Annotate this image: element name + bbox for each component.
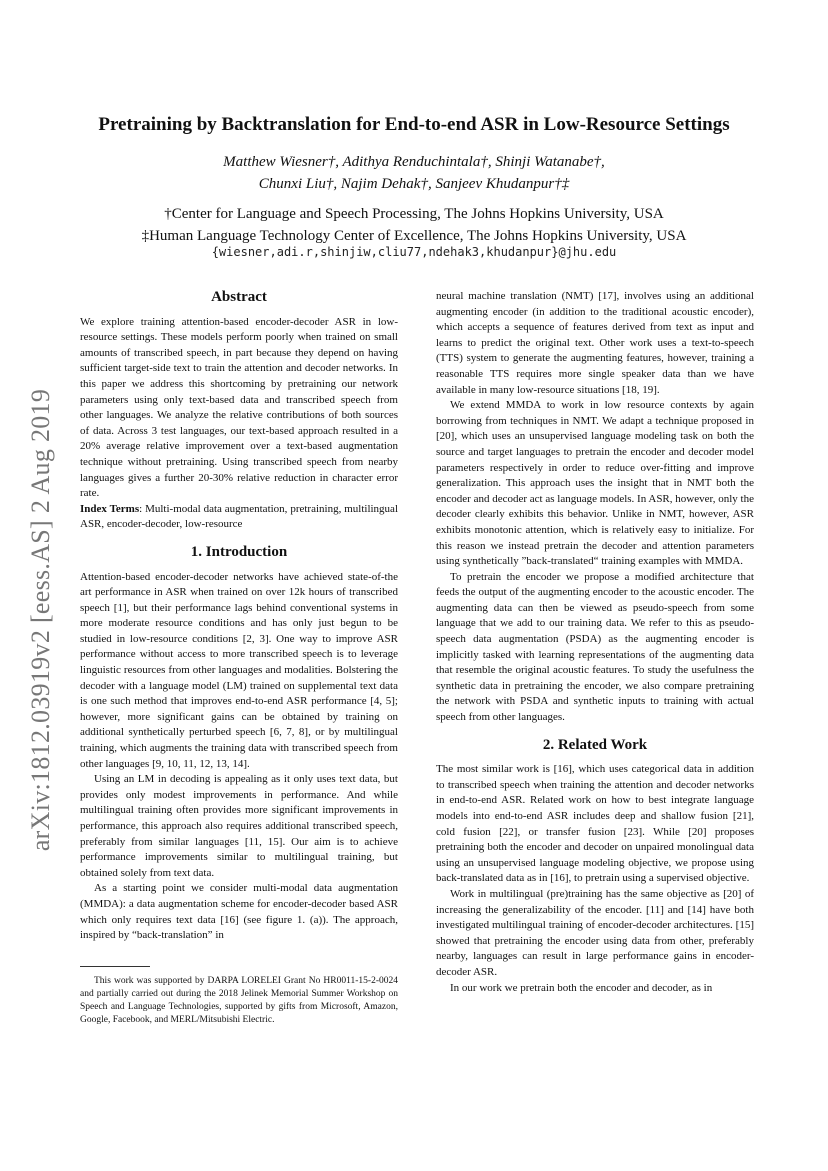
affiliation-1: †Center for Language and Speech Processing, The Johns Hopkins University, USA [164,206,664,222]
author-line-1: Matthew Wiesner†, Adithya Renduchintala†, Shinji Watanabe†, [223,154,605,170]
related-work-heading: 2. Related Work [542,736,648,753]
footnote-rule [80,966,150,967]
right-column [436,289,754,996]
author-line-2: Chunxi Liu†, Najim Dehak†, Sanjeev Khudanpur†‡ [258,176,570,192]
related-paragraph-1: The most similar work is [16], which uses categorical data in addition to transcribed speech when training the attention and decoder networks in end-to-end ASR. Related work on how to best integrate language models into end-to-end ASR includes deep and shallow fusion [21], cold fusion [22], or transfer fusion [23]. While [20] proposes pretraining both the encoder and decoder on unpaired monolingual data using an unsupervised language modeling objective, we propose using back-translated data as in [16], to pretrain using a supervised objective. [436,763,754,885]
right-paragraph-3: To pretrain the encoder we propose a modified architecture that feeds the output of the augmenting encoder to the acoustic encoder. The augmenting data can then be viewed as pseudo-speech from some language that we add to our training data. We refer to this as pseudo-speech data augmentation (PSDA) as the augmenting encoder is implicitly tasked with learning representations of the augmenting data that resemble the original acoustic features. To study the usefulness the synthetic data in pretraining the encoder, we also compare pretraining the network with PSDA and synthetic inputs to training with actual speech from other languages. [436,570,754,724]
intro-paragraph-2: Using an LM in decoding is appealing as it only uses text data, but provides only modest improvements in performance. And while multilingual training often provides more significant improvements in performance, this approach also requires additional transcribed speech, preferably from similar languages [11, 15]. Our aim is to achieve performance improvements similar to multilingual training, but obtained solely from text data. [80,773,398,879]
author-list [150,151,678,195]
index-terms [80,502,398,533]
author-emails: {wiesner,adi.r,shinjiw,cliu77,ndehak3,khudanpur}@jhu.edu [211,245,617,259]
paper-title: Pretraining by Backtranslation for End-to-end ASR in Low-Resource Settings [98,114,730,135]
left-column [80,284,398,1027]
related-paragraph-3: In our work we pretrain both the encoder and decoder, as in [450,981,713,994]
related-paragraph-2: Work in multilingual (pre)training has the same objective as [20] of increasing the generalizability of the encoder. [11] and [14] have both investigated multilingual training of encoder-decoder architectures. [15] showed that pretraining the encoder using data from other, preferably nearby, languages can result in large performance gains in encoder-decoder ASR. [436,887,754,978]
intro-paragraph-1: Attention-based encoder-decoder networks have achieved state-of-the art performance in ASR when trained on over 12k hours of transcribed speech [1], but their performance lags behind conventional systems in more moderate resource conditions and has only just begun to be studied in low-resource conditions [2, 3]. One way to improve ASR performance without access to more transcribed speech is to leverage linguistic resources from other languages and modalities. Bolstering the decoder with a language model (LM) trained on supplemental text data is one such method that improves end-to-end ASR performance [4, 5]; however, more significant gains can be obtained by training on additional synthetically perturbed speech [6, 7, 8], or by multilingual training, which augments the training data with transcribed speech from other languages [9, 10, 11, 12, 13, 14]. [80,570,398,770]
abstract-heading: Abstract [211,289,267,305]
footnote: This work was supported by DARPA LORELEI Grant No HR0011-15-2-0024 and partially carried out during the 2018 Jelinek Memorial Summer Workshop on Speech and Language Technologies, supported by gifts from Microsoft, Amazon, Google, Facebook, and MERL/Mitsubishi Electric. [80,975,398,1025]
arxiv-identifier: arXiv:1812.03919v2 [eess.AS] 2 Aug 2019 [26,388,55,852]
affiliation-2: ‡Human Language Technology Center of Excellence, The Johns Hopkins University, USA [141,228,687,244]
arxiv-sidebar [12,360,70,880]
right-paragraph-2: We extend MMDA to work in low resource contexts by again borrowing from techniques in NMT. We adapt a technique proposed in [20], which uses an unsupervised language modeling task on both the source and target languages to pretrain the encoder and decoder model parameters respectively in order to reduce over-fitting and improve generalization. This approach uses the insight that in NMT both the encoder and decoder act as language models. In ASR, however, only the decoder clearly exhibits this behavior. Unlike in NMT, however, ASR exhibits monotonic attention, which is relatively easy to initialize. For this reason we instead pretrain the decoder and attention parameters using synthetically ”back-translated“ training examples with MMDA. [436,399,754,568]
index-terms-text: : Multi-modal data augmentation, pretraining, multilingual ASR, encoder-decoder, low-resource [80,502,398,531]
intro-paragraph-3: As a starting point we consider multi-modal data augmentation (MMDA): a data augmentation scheme for encoder-decoder based ASR which only requires text data [16] (see figure 1. (a)). The approach, inspired by “back-translation” in [80,882,398,942]
intro-heading: 1. Introduction [190,543,288,560]
index-terms-label: Index Terms [80,502,140,515]
abstract-text: We explore training attention-based encoder-decoder ASR in low-resource settings. These models perform poorly when trained on small amounts of transcribed speech, in part because they depend on having sufficient target-side text to train the attention and decoder networks. In this paper we address this shortcoming by pretraining our network parameters using only text-based data and transcribed speech from other languages. We analyze the relative contributions of both sources of data. Across 3 test languages, our text-based approach resulted in a 20% average relative improvement over a text-based augmentation technique without pretraining. Using transcribed speech from nearby languages gives a further 20-30% relative reduction in character error rate. [80,315,398,500]
right-paragraph-1: neural machine translation (NMT) [17], involves using an additional augmenting encoder (in addition to the traditional acoustic encoder), which accepts a sequence of features derived from text as input and learns to predict the original text. Other work uses a text-to-speech (TTS) system to generate the augmenting features, however, training a reasonable TTS requires more single speaker data than we have available in many low-resource situations [18, 19]. [436,290,754,396]
affiliations [70,203,758,247]
